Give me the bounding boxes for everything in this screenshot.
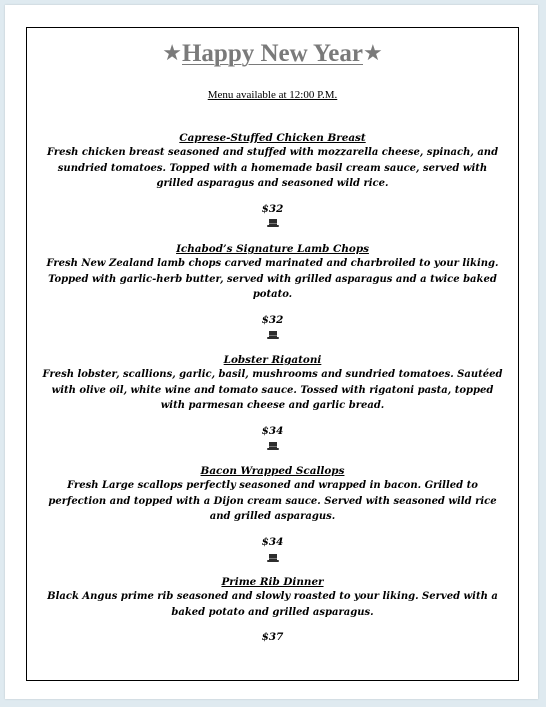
dish-price: $34 — [261, 424, 284, 437]
menu-border — [26, 27, 519, 681]
dish-description: Fresh New Zealand lamb chops carved marinated and charbroiled to your liking. Topped with garlic-herb butter, served with grilled asparagus and a twice baked potato. — [46, 258, 499, 301]
dish-name: Prime Rib Dinner — [221, 576, 324, 588]
menu-item — [41, 131, 504, 216]
dish-price: $32 — [261, 202, 284, 215]
menu-item — [41, 575, 504, 644]
dish-name: Bacon Wrapped Scallops — [200, 465, 345, 477]
title-row — [27, 40, 518, 68]
menu-item — [41, 242, 504, 327]
dish-name: Caprese-Stuffed Chicken Breast — [179, 132, 366, 144]
dish-name: Lobster Rigatoni — [223, 354, 322, 366]
availability-note: Menu available at 12:00 P.M. — [207, 89, 338, 101]
dish-price: $34 — [261, 535, 284, 548]
menu-item — [41, 464, 504, 549]
dish-name: Ichabod’s Signature Lamb Chops — [176, 243, 369, 255]
top-hat-icon — [267, 331, 279, 340]
dish-price: $37 — [261, 631, 284, 644]
star-icon: ★ — [363, 41, 383, 66]
menu-page — [5, 5, 538, 699]
star-icon: ★ — [162, 41, 182, 66]
dish-description: Fresh lobster, scallions, garlic, basil, mushrooms and sundried tomatoes. Sautéed with olive oil, white wine and tomato sauce. Tossed with rigatoni pasta, topped with parmesan cheese and garlic bread. — [42, 369, 503, 412]
dish-description: Black Angus prime rib seasoned and slowly roasted to your liking. Served with a baked potato and grilled asparagus. — [47, 591, 498, 618]
top-hat-icon — [267, 219, 279, 228]
dish-price: $32 — [261, 313, 284, 326]
page-title: Happy New Year — [181, 40, 363, 67]
top-hat-icon — [267, 554, 279, 563]
dish-description: Fresh chicken breast seasoned and stuffed with mozzarella cheese, spinach, and sundried tomatoes. Topped with a homemade basil cream sauce, served with grilled asparagus and seasoned wild rice. — [46, 147, 499, 190]
dish-description: Fresh Large scallops perfectly seasoned and wrapped in bacon. Grilled to perfection and topped with a Dijon cream sauce. Served with seasoned wild rice and grilled asparagus. — [48, 480, 497, 523]
top-hat-icon — [267, 442, 279, 451]
menu-item — [41, 353, 504, 438]
